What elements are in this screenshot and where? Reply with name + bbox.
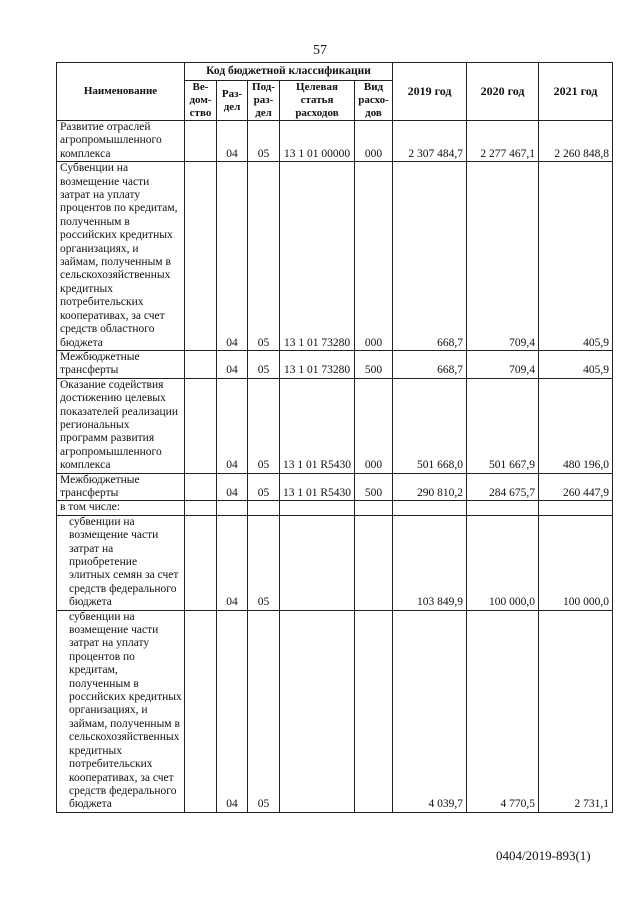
- table-row: [57, 501, 613, 515]
- budget-table: [56, 62, 613, 813]
- cell-2021: 405,9: [539, 162, 613, 351]
- cell-csr: 13 1 01 R5430: [280, 378, 355, 473]
- cell-2021: 2 260 848,8: [539, 121, 613, 162]
- cell-vid: [355, 515, 393, 610]
- table-row: [57, 350, 613, 378]
- page-number: 57: [313, 43, 327, 58]
- cell-2020: 501 667,9: [467, 378, 539, 473]
- document-code: 0404/2019-893(1): [496, 848, 591, 863]
- cell-name: Развитие отраслей агропромышленного комплекса: [57, 121, 185, 162]
- header-code-group: Код бюджетной классификации: [185, 63, 393, 81]
- cell-vid: [355, 610, 393, 812]
- cell-csr: 13 1 01 73280: [280, 162, 355, 351]
- cell-2021: [539, 501, 613, 515]
- header-razdel: Раз- дел: [217, 81, 248, 121]
- cell-name: Субвенции на возмещение части затрат на уплату процентов по кредитам, полученным в российских кредитных организациях, и займам, полученным в сельскохозяйственных кредитных потребительских кооперативах, за счет средств областного бюджета: [57, 162, 185, 351]
- cell-csr: 13 1 01 73280: [280, 350, 355, 378]
- header-2021: 2021 год: [539, 63, 613, 121]
- cell-name: субвенции на возмещение части затрат на приобретение элитных семян за счет средств федерального бюджета: [57, 515, 185, 610]
- cell-vedomstvo: [185, 162, 217, 351]
- cell-podrazdel: [248, 501, 280, 515]
- cell-vid: 000: [355, 121, 393, 162]
- cell-vid: 000: [355, 162, 393, 351]
- cell-csr: [280, 501, 355, 515]
- cell-razdel: 04: [217, 350, 248, 378]
- cell-2021: 405,9: [539, 350, 613, 378]
- cell-vedomstvo: [185, 515, 217, 610]
- cell-podrazdel: 05: [248, 473, 280, 501]
- header-2020: 2020 год: [467, 63, 539, 121]
- cell-2021: 100 000,0: [539, 515, 613, 610]
- cell-razdel: 04: [217, 378, 248, 473]
- cell-vid: 000: [355, 378, 393, 473]
- cell-csr: 13 1 01 R5430: [280, 473, 355, 501]
- cell-podrazdel: 05: [248, 378, 280, 473]
- cell-razdel: 04: [217, 473, 248, 501]
- cell-razdel: 04: [217, 162, 248, 351]
- cell-csr: 13 1 01 00000: [280, 121, 355, 162]
- cell-vedomstvo: [185, 378, 217, 473]
- cell-name: в том числе:: [57, 501, 185, 515]
- cell-2020: 100 000,0: [467, 515, 539, 610]
- cell-2020: 709,4: [467, 350, 539, 378]
- cell-2019: 668,7: [393, 350, 467, 378]
- header-podrazdel: Под- раз- дел: [248, 81, 280, 121]
- cell-2019: 501 668,0: [393, 378, 467, 473]
- cell-vid: 500: [355, 350, 393, 378]
- cell-2020: 709,4: [467, 162, 539, 351]
- header-vedomstvo: Ве- дом- ство: [185, 81, 217, 121]
- header-2019: 2019 год: [393, 63, 467, 121]
- cell-2019: 668,7: [393, 162, 467, 351]
- cell-vid: [355, 501, 393, 515]
- cell-podrazdel: 05: [248, 121, 280, 162]
- table-row: [57, 473, 613, 501]
- cell-2019: 103 849,9: [393, 515, 467, 610]
- table-row: [57, 378, 613, 473]
- cell-2020: 2 277 467,1: [467, 121, 539, 162]
- cell-razdel: 04: [217, 515, 248, 610]
- table-row: [57, 121, 613, 162]
- cell-podrazdel: 05: [248, 350, 280, 378]
- cell-2020: 4 770,5: [467, 610, 539, 812]
- cell-name: Межбюджетные трансферты: [57, 473, 185, 501]
- cell-2019: 290 810,2: [393, 473, 467, 501]
- table-row: [57, 610, 613, 812]
- cell-vedomstvo: [185, 501, 217, 515]
- header-vid: Вид расхо- дов: [355, 81, 393, 121]
- cell-podrazdel: 05: [248, 162, 280, 351]
- cell-2019: 4 039,7: [393, 610, 467, 812]
- cell-csr: [280, 515, 355, 610]
- cell-vid: 500: [355, 473, 393, 501]
- cell-name: субвенции на возмещение части затрат на уплату процентов по кредитам, полученным в российских кредитных организациях, и займам, полученным в сельскохозяйственных кредитных потребительских кооперативах, за счет средств федерального бюджета: [57, 610, 185, 812]
- header-csr: Целевая статья расходов: [280, 81, 355, 121]
- cell-vedomstvo: [185, 610, 217, 812]
- cell-vedomstvo: [185, 350, 217, 378]
- cell-podrazdel: 05: [248, 515, 280, 610]
- table-body: [57, 121, 613, 813]
- header-name: Наименование: [57, 63, 185, 121]
- cell-2020: [467, 501, 539, 515]
- cell-csr: [280, 610, 355, 812]
- cell-vedomstvo: [185, 473, 217, 501]
- cell-name: Оказание содействия достижению целевых показателей реализации региональных программ развития агропромышленного комплекса: [57, 378, 185, 473]
- table-row: [57, 515, 613, 610]
- table-row: [57, 162, 613, 351]
- cell-razdel: 04: [217, 610, 248, 812]
- cell-2021: 480 196,0: [539, 378, 613, 473]
- cell-podrazdel: 05: [248, 610, 280, 812]
- cell-vedomstvo: [185, 121, 217, 162]
- cell-2021: 260 447,9: [539, 473, 613, 501]
- cell-2020: 284 675,7: [467, 473, 539, 501]
- cell-razdel: 04: [217, 121, 248, 162]
- header-row-1: [57, 63, 613, 81]
- cell-2019: [393, 501, 467, 515]
- cell-2021: 2 731,1: [539, 610, 613, 812]
- cell-2019: 2 307 484,7: [393, 121, 467, 162]
- cell-name: Межбюджетные трансферты: [57, 350, 185, 378]
- cell-razdel: [217, 501, 248, 515]
